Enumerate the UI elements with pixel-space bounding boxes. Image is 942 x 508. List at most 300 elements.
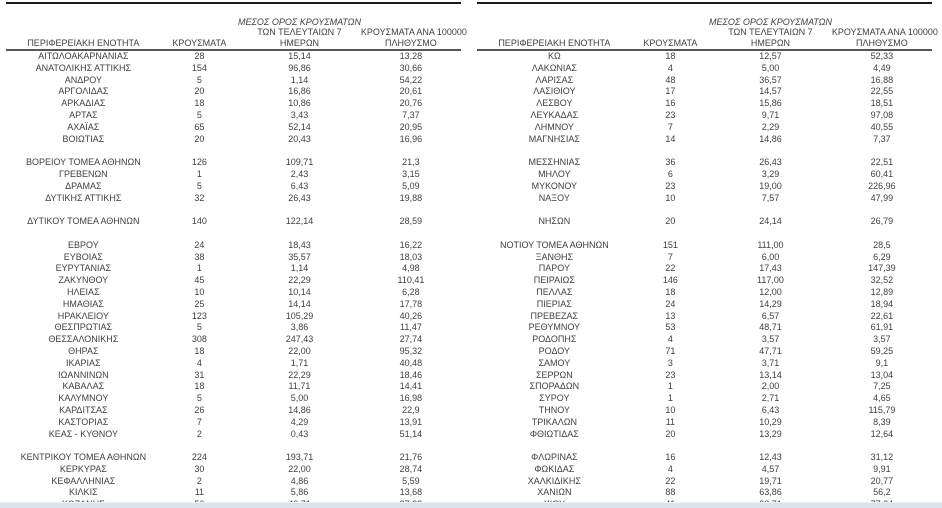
avg7-cell: 122,14	[285, 216, 314, 227]
per100k-cell: 226,96	[868, 180, 896, 191]
table-row	[477, 393, 932, 405]
cases-cell: 2	[196, 428, 202, 439]
avg7-cell: 111,00	[757, 239, 784, 250]
avg7-cell: 22,00	[288, 463, 311, 474]
region-cell: ΛΗΜΝΟΥ	[534, 121, 574, 132]
avg7-cell: 47,71	[759, 345, 782, 356]
avg7-cell: 13,29	[759, 428, 782, 439]
table-row	[6, 287, 461, 299]
cases-cell: 4	[667, 463, 673, 474]
cases-cell: 16	[665, 452, 676, 463]
avg7-cell: 6,57	[761, 310, 780, 321]
avg7-cell: 0,43	[290, 428, 309, 439]
avg7-header-line3: ΗΜΕΡΩΝ	[750, 37, 791, 48]
avg7-cell: 5,86	[290, 487, 309, 498]
avg7-cell: 36,57	[759, 74, 782, 85]
avg7-cell: 20,43	[288, 133, 311, 144]
cases-cell: 23	[665, 109, 676, 120]
region-cell: ΣΠΟΡΑΔΩΝ	[529, 381, 580, 392]
avg7-column-header	[238, 17, 361, 49]
per100k-cell: 16,22	[399, 239, 423, 250]
per100k-cell: 8,39	[873, 416, 891, 427]
avg7-cell: 26,43	[759, 157, 782, 168]
table-row	[6, 487, 461, 499]
region-cell: ΛΕΣΒΟΥ	[536, 98, 573, 109]
per100k-cell: 22,51	[870, 157, 894, 168]
per100k-cell: 26,79	[870, 216, 894, 227]
per100k-header-line1: ΚΡΟΥΣΜΑΤΑ ΑΝΑ 100000	[831, 27, 938, 37]
region-cell: ΤΗΝΟΥ	[538, 404, 570, 415]
avg7-cell: 3,71	[761, 357, 780, 368]
per100k-cell: 60,41	[870, 168, 894, 179]
per100k-cell: 16,96	[399, 133, 423, 144]
per100k-cell: 21,3	[402, 157, 420, 168]
per100k-cell: 47,99	[870, 192, 894, 203]
cases-cell: 20	[194, 133, 205, 144]
avg7-cell: 2,71	[761, 393, 780, 404]
avg7-cell: 2,00	[761, 381, 780, 392]
region-cell: ΞΑΝΘΗΣ	[535, 251, 574, 262]
avg7-cell: 6,43	[290, 180, 309, 191]
table-row-spacer	[6, 204, 461, 216]
per100k-header-line1: ΚΡΟΥΣΜΑΤΑ ΑΝΑ 100000	[360, 27, 467, 37]
region-cell: ΙΚΑΡΙΑΣ	[66, 357, 101, 368]
cases-cell: 123	[191, 310, 207, 321]
cases-cell: 7	[667, 251, 673, 262]
avg7-cell: 3,86	[290, 322, 309, 333]
cases-cell: 25	[194, 298, 205, 309]
per100k-cell: 5,09	[402, 180, 420, 191]
region-cell: ΣΥΡΟΥ	[539, 393, 570, 404]
table-row	[477, 51, 932, 63]
per100k-cell: 7,37	[873, 133, 891, 144]
avg7-cell: 1,71	[290, 357, 309, 368]
cases-cell: 154	[191, 62, 207, 73]
table-row	[6, 240, 461, 252]
per100k-cell: 31,12	[870, 452, 894, 463]
region-cell: ΕΒΡΟΥ	[67, 239, 99, 250]
cases-cell: 151	[662, 239, 678, 250]
avg7-cell: 109,71	[285, 157, 314, 168]
region-cell: ΦΩΚΙΔΑΣ	[534, 463, 575, 474]
avg7-cell: 18,43	[288, 239, 311, 250]
cases-cell: 22	[665, 475, 676, 486]
regional-units-table-left	[6, 2, 467, 508]
per100k-cell: 3,57	[873, 334, 891, 345]
per100k-cell: 61,91	[870, 322, 894, 333]
table-row	[6, 157, 461, 169]
region-cell: ΡΟΔΟΠΗΣ	[532, 334, 577, 345]
per100k-header-line2: ΠΛΗΘΥΣΜΟ	[385, 37, 437, 48]
region-cell: ΗΛΕΙΑΣ	[67, 286, 100, 297]
per100k-cell: 27,74	[399, 334, 423, 345]
cases-cell: 48	[665, 74, 676, 85]
avg7-cell: 10,86	[288, 98, 311, 109]
cases-cell: 53	[665, 322, 676, 333]
table-header-row	[6, 2, 467, 51]
avg7-cell: 63,86	[759, 487, 782, 498]
table-row	[477, 275, 932, 287]
table-row	[6, 51, 461, 63]
cases-cell: 14	[665, 133, 676, 144]
table-row	[6, 322, 461, 334]
avg7-cell: 4,86	[290, 475, 309, 486]
avg7-header-line2: ΤΩΝ ΤΕΛΕΥΤΑΙΩΝ 7	[257, 27, 342, 37]
table-row	[6, 110, 461, 122]
region-cell: ΛΕΥΚΑΔΑΣ	[530, 109, 579, 120]
region-cell: ΡΕΘΥΜΝΟΥ	[528, 322, 581, 333]
table-row	[477, 464, 932, 476]
table-row	[6, 181, 461, 193]
region-cell: ΚΩ	[547, 51, 561, 61]
avg7-cell: 5,00	[761, 62, 780, 73]
avg7-cell: 4,57	[761, 463, 780, 474]
per100k-cell: 4,98	[402, 263, 420, 274]
region-cell: ΣΑΜΟΥ	[538, 357, 571, 368]
cases-cell: 1	[196, 263, 202, 274]
table-row-spacer	[6, 145, 461, 157]
avg7-cell: 2,29	[761, 121, 780, 132]
avg7-cell: 10,14	[288, 286, 311, 297]
region-cell: ΗΜΑΘΙΑΣ	[62, 298, 104, 309]
per100k-cell: 20,61	[399, 86, 423, 97]
cases-cell: 26	[194, 404, 205, 415]
cases-cell: 23	[665, 369, 676, 380]
table-row	[6, 476, 461, 488]
table-row	[477, 405, 932, 417]
per100k-cell: 9,91	[873, 463, 891, 474]
avg7-header-line2: ΤΩΝ ΤΕΛΕΥΤΑΙΩΝ 7	[728, 27, 813, 37]
table-row	[477, 299, 932, 311]
cases-cell: 7	[667, 121, 673, 132]
cases-cell: 38	[194, 251, 205, 262]
table-row	[477, 334, 932, 346]
region-column-header: ΠΕΡΙΦΕΡΕΙΑΚΗ ΕΝΟΤΗΤΑ	[498, 37, 611, 48]
table-header-row	[477, 2, 938, 51]
region-cell: ΗΡΑΚΛΕΙΟΥ	[57, 310, 109, 321]
avg7-cell: 247,43	[285, 334, 314, 345]
per100k-cell: 51,14	[399, 428, 423, 439]
region-cell: ΖΑΚΥΝΘΟΥ	[58, 275, 109, 286]
per100k-cell: 20,76	[399, 98, 423, 109]
table-row	[6, 193, 461, 205]
per100k-cell: 18,51	[870, 98, 894, 109]
avg7-cell: 35,57	[288, 251, 311, 262]
region-cell: ΠΕΙΡΑΙΩΣ	[533, 275, 575, 286]
region-cell: ΚΑΒΑΛΑΣ	[62, 381, 105, 392]
table-row	[477, 487, 932, 499]
table-row	[6, 405, 461, 417]
per100k-cell: 22,55	[870, 86, 894, 97]
cases-cell: 146	[662, 275, 678, 286]
region-cell: ΧΑΝΙΩΝ	[537, 487, 572, 498]
table-row	[6, 263, 461, 275]
per100k-cell: 7,37	[402, 109, 420, 120]
cases-cell: 17	[665, 86, 676, 97]
avg7-cell: 6,43	[761, 404, 780, 415]
cases-cell: 126	[191, 157, 207, 168]
region-cell: ΝΗΣΩΝ	[538, 216, 571, 227]
per100k-cell: 7,25	[873, 381, 891, 392]
cases-cell: 10	[665, 192, 676, 203]
region-cell: ΑΧΑΪΑΣ	[67, 121, 100, 132]
avg7-cell: 3,29	[761, 168, 780, 179]
table-row	[477, 75, 932, 87]
avg7-cell: 12,43	[759, 452, 782, 463]
cases-cell: 24	[665, 298, 676, 309]
per100k-cell: 56,2	[873, 487, 891, 498]
cases-cell: 45	[194, 275, 205, 286]
table-row	[477, 287, 932, 299]
table-row	[6, 464, 461, 476]
table-row	[477, 193, 932, 205]
cases-cell: 22	[665, 263, 676, 274]
table-row	[477, 322, 932, 334]
cases-cell: 2	[196, 475, 202, 486]
per100k-cell: 59,25	[870, 345, 894, 356]
region-cell: ΚΕΦΑΛΛΗΝΙΑΣ	[51, 475, 116, 486]
table-row	[477, 370, 932, 382]
per100k-cell: 3,15	[402, 168, 420, 179]
per100k-cell: 9,1	[875, 357, 889, 368]
region-cell: ΝΑΞΟΥ	[538, 192, 570, 203]
cases-cell: 32	[194, 192, 205, 203]
table-row	[477, 346, 932, 358]
cases-cell: 5	[196, 74, 202, 85]
per100k-header-line2: ΠΛΗΘΥΣΜΟ	[856, 37, 908, 48]
region-cell: ΕΥΒΟΙΑΣ	[63, 251, 103, 262]
region-cell: ΛΑΣΙΘΙΟΥ	[533, 86, 576, 97]
cases-cell: 4	[196, 357, 202, 368]
region-cell: ΚΑΣΤΟΡΙΑΣ	[58, 416, 109, 427]
region-cell: ΘΗΡΑΣ	[68, 345, 99, 356]
table-row	[477, 63, 932, 75]
cases-cell: 5	[196, 393, 202, 404]
region-cell: ΜΗΛΟΥ	[538, 168, 571, 179]
avg7-cell: 48,71	[759, 322, 782, 333]
table-row-spacer	[477, 145, 932, 157]
avg7-cell: 96,86	[288, 62, 311, 73]
per100k-cell: 147,39	[868, 263, 896, 274]
table-body	[477, 51, 932, 508]
region-cell: ΑΡΤΑΣ	[69, 109, 98, 120]
region-cell: ΦΛΩΡΙΝΑΣ	[531, 452, 578, 463]
per100k-cell: 13,28	[399, 51, 423, 61]
cases-cell: 1	[667, 381, 673, 392]
avg7-cell: 3,57	[761, 334, 780, 345]
avg7-column-header	[709, 17, 832, 49]
table-row	[6, 393, 461, 405]
region-cell: ΔΡΑΜΑΣ	[65, 180, 102, 191]
region-cell: ΙΩΑΝΝΙΝΩΝ	[58, 369, 109, 380]
per100k-cell: 13,04	[870, 369, 894, 380]
region-cell: ΑΡΓΟΛΙΔΑΣ	[58, 86, 109, 97]
table-row-spacer	[477, 228, 932, 240]
per100k-cell: 18,94	[870, 298, 894, 309]
per100k-cell: 40,48	[399, 357, 423, 368]
per100k-column-header	[831, 27, 938, 48]
per100k-cell: 40,55	[870, 121, 894, 132]
avg7-cell: 7,57	[761, 192, 780, 203]
table-row	[477, 240, 932, 252]
region-cell: ΠΡΕΒΕΖΑΣ	[530, 310, 579, 321]
cases-cell: 7	[196, 416, 202, 427]
cases-cell: 3	[667, 357, 673, 368]
region-cell: ΤΡΙΚΑΛΩΝ	[531, 416, 577, 427]
per100k-cell: 110,41	[397, 275, 425, 286]
table-row	[6, 169, 461, 181]
avg7-cell: 1,14	[290, 74, 309, 85]
table-row	[6, 452, 461, 464]
region-cell: ΣΕΡΡΩΝ	[535, 369, 573, 380]
avg7-cell: 22,29	[288, 275, 311, 286]
cases-cell: 224	[191, 452, 207, 463]
table-row	[477, 476, 932, 488]
per100k-cell: 6,29	[873, 251, 891, 262]
region-cell: ΡΟΔΟΥ	[538, 345, 571, 356]
avg7-cell: 22,00	[288, 345, 311, 356]
per100k-cell: 19,88	[399, 192, 423, 203]
cases-cell: 23	[665, 180, 676, 191]
avg7-cell: 117,00	[757, 275, 784, 286]
table-row	[6, 134, 461, 146]
region-cell: ΧΑΛΚΙΔΙΚΗΣ	[527, 475, 581, 486]
per100k-cell: 13,91	[399, 416, 423, 427]
cases-cell: 18	[194, 381, 205, 392]
table-row	[477, 358, 932, 370]
table-row	[477, 381, 932, 393]
cases-cell: 16	[665, 98, 676, 109]
avg7-cell: 9,71	[761, 109, 780, 120]
per100k-cell: 28,59	[399, 216, 423, 227]
cases-cell: 18	[665, 286, 676, 297]
table-row	[477, 98, 932, 110]
table-row	[6, 98, 461, 110]
per100k-cell: 20,77	[870, 475, 894, 486]
avg7-cell: 15,86	[759, 98, 782, 109]
per100k-cell: 95,32	[399, 345, 423, 356]
region-column-header: ΠΕΡΙΦΕΡΕΙΑΚΗ ΕΝΟΤΗΤΑ	[27, 37, 140, 48]
cases-cell: 18	[194, 345, 205, 356]
region-cell: ΑΝΔΡΟΥ	[64, 74, 102, 85]
avg7-cell: 14,86	[759, 133, 782, 144]
avg7-header-line1: ΜΕΣΟΣ ΟΡΟΣ ΚΡΟΥΣΜΑΤΩΝ	[238, 16, 361, 27]
region-cell: ΒΟΙΩΤΙΑΣ	[62, 133, 105, 144]
table-row	[477, 157, 932, 169]
avg7-cell: 26,43	[288, 192, 311, 203]
per100k-cell: 14,41	[399, 381, 423, 392]
avg7-cell: 15,14	[288, 51, 311, 61]
region-cell: ΛΑΡΙΣΑΣ	[535, 74, 574, 85]
cases-cell: 65	[194, 121, 205, 132]
table-row	[6, 216, 461, 228]
cases-cell: 1	[667, 393, 673, 404]
avg7-cell: 12,57	[759, 51, 782, 61]
table-row	[6, 429, 461, 441]
per100k-cell: 22,61	[870, 310, 894, 321]
avg7-cell: 14,29	[759, 298, 782, 309]
per100k-cell: 40,26	[399, 310, 423, 321]
cases-cell: 88	[665, 487, 676, 498]
cases-cell: 31	[194, 369, 205, 380]
cases-cell: 4	[667, 62, 673, 73]
table-body	[6, 51, 461, 508]
table-row	[477, 252, 932, 264]
region-cell: ΚΑΡΔΙΤΣΑΣ	[59, 404, 108, 415]
table-row-spacer	[6, 228, 461, 240]
table-row	[6, 346, 461, 358]
per100k-cell: 16,98	[399, 393, 423, 404]
region-cell: ΚΙΛΚΙΣ	[69, 487, 98, 498]
table-row	[477, 181, 932, 193]
table-row	[6, 381, 461, 393]
region-cell: ΜΑΓΝΗΣΙΑΣ	[528, 133, 580, 144]
avg7-cell: 193,71	[285, 452, 314, 463]
region-cell: ΕΥΡΥΤΑΝΙΑΣ	[55, 263, 112, 274]
table-row	[6, 334, 461, 346]
avg7-cell: 2,43	[290, 168, 309, 179]
per100k-cell: 22,9	[402, 404, 420, 415]
table-row	[477, 134, 932, 146]
cases-cell: 13	[665, 310, 676, 321]
avg7-cell: 4,29	[290, 416, 309, 427]
region-cell: ΚΕΝΤΡΙΚΟΥ ΤΟΜΕΑ ΑΘΗΝΩΝ	[20, 452, 147, 463]
table-row	[6, 417, 461, 429]
avg7-cell: 22,29	[288, 369, 311, 380]
table-row	[477, 122, 932, 134]
table-row	[477, 169, 932, 181]
avg7-cell: 1,14	[290, 263, 309, 274]
table-row-spacer	[477, 440, 932, 452]
region-cell: ΜΕΣΣΗΝΙΑΣ	[528, 157, 581, 168]
avg7-header-line3: ΗΜΕΡΩΝ	[279, 37, 320, 48]
region-cell: ΔΥΤΙΚΟΥ ΤΟΜΕΑ ΑΘΗΝΩΝ	[27, 216, 140, 227]
region-cell: ΠΑΡΟΥ	[538, 263, 570, 274]
region-cell: ΛΑΚΩΝΙΑΣ	[531, 62, 577, 73]
region-cell: ΚΕΑΣ - ΚΥΘΝΟΥ	[48, 428, 118, 439]
per100k-cell: 4,65	[873, 393, 891, 404]
table-row	[6, 358, 461, 370]
per100k-cell: 17,78	[399, 298, 423, 309]
per100k-cell: 16,88	[870, 74, 894, 85]
per100k-cell: 6,28	[402, 286, 420, 297]
table-row	[6, 75, 461, 87]
per100k-column-header	[360, 27, 467, 48]
table-row	[6, 86, 461, 98]
region-cell: ΚΑΛΥΜΝΟΥ	[58, 393, 109, 404]
table-row	[477, 110, 932, 122]
cases-cell: 24	[194, 239, 205, 250]
cases-cell: 4	[667, 334, 673, 345]
avg7-cell: 10,29	[759, 416, 782, 427]
avg7-cell: 105,29	[285, 310, 314, 321]
region-cell: ΠΙΕΡΙΑΣ	[536, 298, 572, 309]
region-cell: ΘΕΣΣΑΛΟΝΙΚΗΣ	[48, 334, 119, 345]
avg7-cell: 16,86	[288, 86, 311, 97]
table-row	[6, 370, 461, 382]
table-row-spacer	[6, 440, 461, 452]
cases-cell: 28	[194, 51, 205, 61]
table-row	[477, 417, 932, 429]
per100k-cell: 18,46	[399, 369, 423, 380]
avg7-cell: 11,71	[288, 381, 311, 392]
region-cell: ΓΡΕΒΕΝΩΝ	[58, 168, 108, 179]
avg7-cell: 19,00	[759, 180, 782, 191]
cases-cell: 1	[196, 168, 202, 179]
avg7-cell: 3,43	[290, 109, 309, 120]
table-row	[6, 311, 461, 323]
cases-cell: 5	[196, 180, 202, 191]
